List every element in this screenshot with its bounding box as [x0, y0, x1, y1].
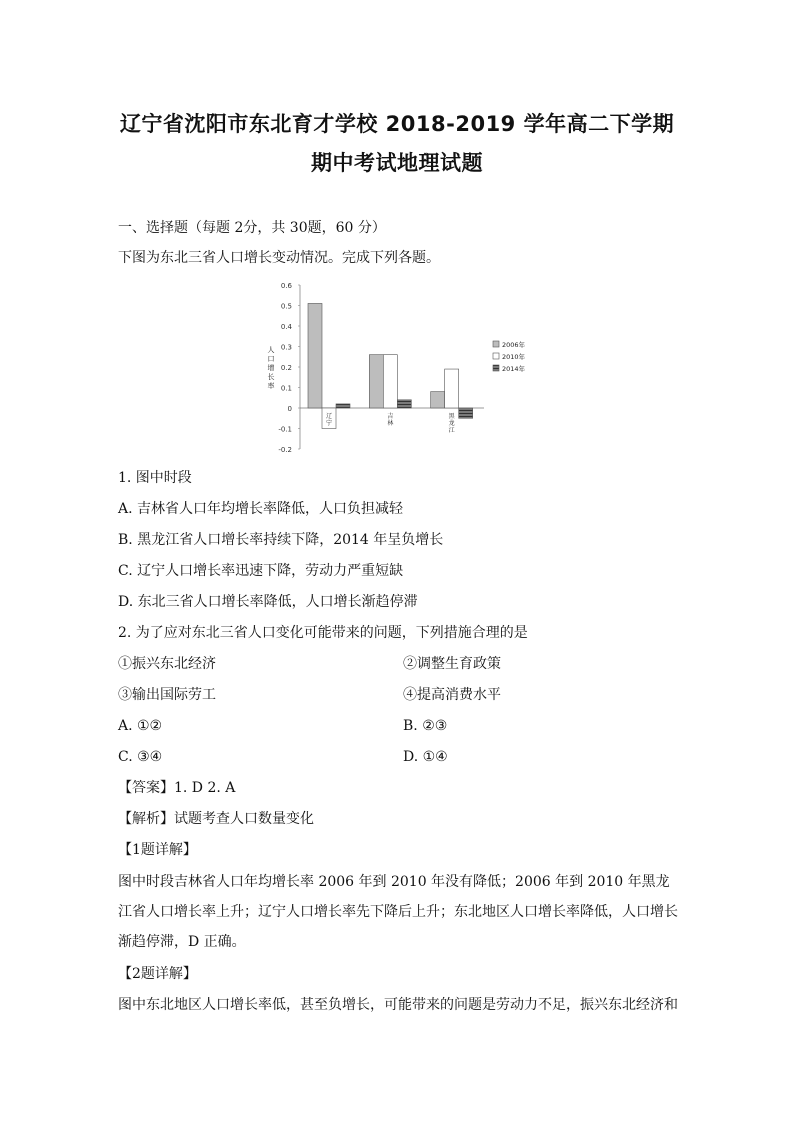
doc-title-line1: 辽宁省沈阳市东北育才学校 2018-2019 学年高二下学期	[119, 112, 675, 136]
category-label-char: 江	[448, 427, 455, 434]
bar	[336, 404, 350, 408]
detail1-heading: 【1题详解】	[118, 842, 197, 858]
q2-measure-4: ④提高消费水平	[403, 687, 501, 703]
q2-measure-3: ③输出国际劳工	[118, 687, 216, 703]
legend-label: 2014年	[502, 365, 526, 373]
legend-swatch	[493, 365, 499, 371]
q2-option-c: C. ③④	[118, 749, 163, 765]
category-label-char: 辽	[325, 413, 333, 420]
bar	[445, 369, 459, 408]
category-label-char: 林	[387, 420, 394, 427]
y-tick-label: 0.3	[280, 343, 292, 352]
bar	[431, 392, 445, 408]
q2-option-a: A. ①②	[118, 718, 163, 734]
q2-option-d: D. ①④	[403, 749, 448, 765]
population-growth-chart	[262, 277, 534, 457]
y-axis-label-char: 人	[267, 346, 275, 354]
y-tick-label: -0.2	[278, 446, 292, 454]
bar	[397, 400, 411, 408]
q1-stem: 1. 图中时段	[118, 470, 192, 486]
detail2-heading: 【2题详解】	[118, 966, 197, 982]
category-label-char: 龙	[448, 420, 455, 427]
doc-title-line2: 期中考试地理试题	[311, 151, 483, 175]
y-axis-label-char: 率	[267, 382, 275, 390]
q2-measure-2: ②调整生育政策	[403, 656, 501, 672]
intro-text: 下图为东北三省人口增长变动情况。完成下列各题。	[118, 250, 440, 266]
y-axis-label-char: 增	[267, 364, 275, 372]
y-tick-label: 0.6	[280, 282, 292, 290]
q1-option-b: B. 黑龙江省人口增长率持续下降，2014 年呈负增长	[118, 532, 444, 548]
q2-stem: 2. 为了应对东北三省人口变化可能带来的问题，下列措施合理的是	[118, 625, 528, 641]
legend-label: 2010年	[502, 353, 526, 361]
analysis-line: 【解析】试题考查人口数量变化	[118, 811, 314, 827]
category-label-char: 宁	[325, 420, 333, 427]
legend-swatch	[493, 353, 499, 359]
answer-line: 【答案】1. D 2. A	[118, 780, 236, 796]
q2-option-b: B. ②③	[403, 718, 448, 734]
y-tick-label: 0.5	[280, 302, 292, 311]
y-tick-label: 0.1	[280, 384, 292, 393]
q1-option-a: A. 吉林省人口年均增长率降低，人口负担减轻	[118, 501, 404, 517]
q1-option-d: D. 东北三省人口增长率降低，人口增长渐趋停滞	[118, 594, 418, 610]
y-tick-label: 0.4	[280, 323, 292, 331]
y-tick-label: -0.1	[278, 425, 292, 434]
legend-swatch	[493, 341, 499, 347]
category-label-char: 吉	[387, 413, 394, 420]
q2-measure-1: ①振兴东北经济	[118, 656, 216, 672]
section-heading: 一、选择题（每题 2分，共 30题，60 分）	[118, 220, 386, 236]
y-tick-label: 0	[287, 405, 292, 413]
y-axis-label-char: 长	[267, 373, 275, 381]
legend-label: 2006年	[502, 341, 526, 349]
detail1-text: 图中时段吉林省人口年均增长率 2006 年到 2010 年没有降低；2006 年到 2010 年黑龙江省人口增长率上升；辽宁人口增长率先下降后上升；东北地区人口增长率降低，人口增长渐趋停滞，D 正确。	[118, 874, 678, 950]
y-axis-label-char: 口	[267, 355, 275, 363]
y-tick-label: 0.2	[280, 364, 292, 372]
category-label-char: 黑	[448, 413, 455, 420]
bar	[383, 355, 397, 408]
bar	[308, 303, 322, 408]
q1-option-c: C. 辽宁人口增长率迅速下降，劳动力严重短缺	[118, 563, 404, 579]
bar	[369, 355, 383, 408]
bar	[459, 408, 473, 418]
detail2-text: 图中东北地区人口增长率低，甚至负增长，可能带来的问题是劳动力不足，振兴东北经济和	[118, 997, 678, 1013]
